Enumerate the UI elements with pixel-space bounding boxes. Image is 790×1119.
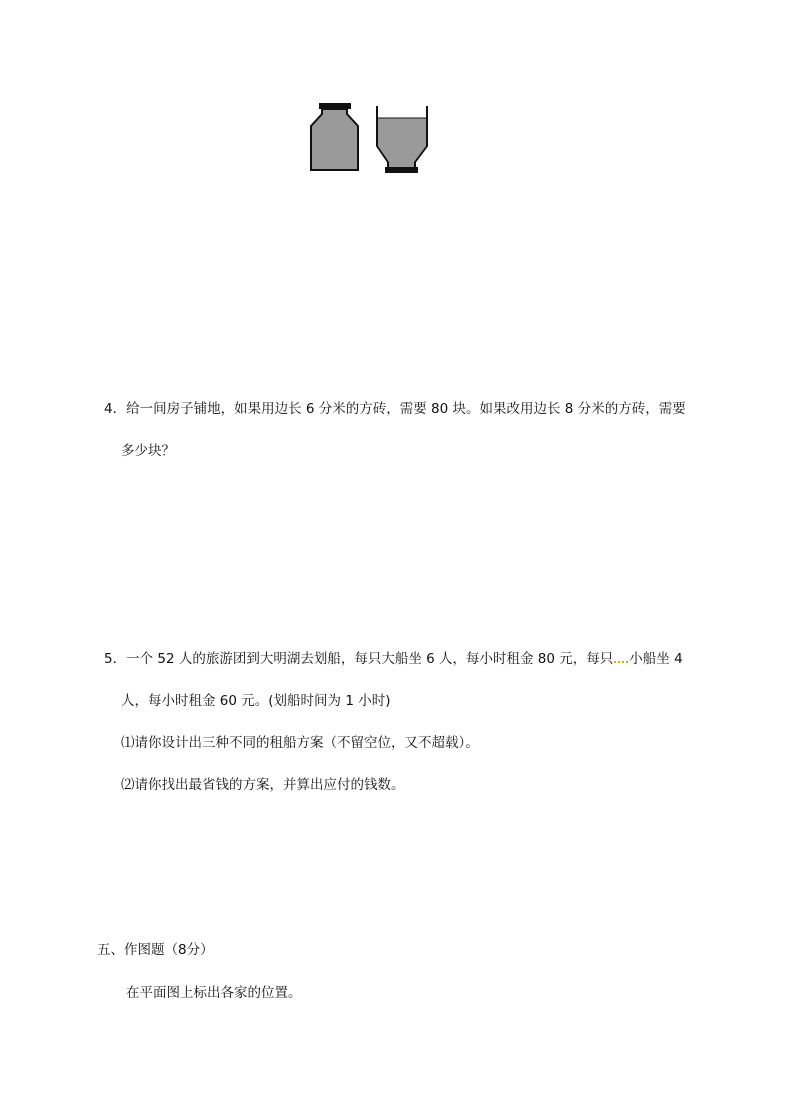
inverted-bottle-cap xyxy=(385,167,418,173)
problem-5-line-2: 人，每小时租金 60 元。(划船时间为 1 小时) xyxy=(121,693,391,709)
problem-5-line-1-start: 5．一个 52 人的旅游团到大明湖去划船，每只大船坐 6 人，每小时租金 80 元，每只 xyxy=(104,651,614,667)
problem-4-line-2: 多少块？ xyxy=(121,443,175,459)
problem-5-line-1-end: 小船坐 4 xyxy=(629,651,683,667)
problem-4-line-1: 4．给一间房子铺地，如果用边长 6 分米的方砖，需要 80 块。如果改用边长 8 分米的方砖，需要 xyxy=(104,401,686,417)
two-containers-figure xyxy=(300,96,440,180)
section-5-instruction: 在平面图上标出各家的位置。 xyxy=(126,985,302,1001)
bottle-liquid xyxy=(311,109,358,170)
problem-5-subquestion-1: ⑴请你设计出三种不同的租船方案（不留空位，又不超载）。 xyxy=(121,735,479,751)
section-5-heading: 五、作图题（8分） xyxy=(97,942,214,958)
bottle-left xyxy=(311,103,358,170)
problem-5-line-1 xyxy=(104,650,683,668)
bottle-inverted xyxy=(377,106,427,173)
problem-5-subquestion-2: ⑵请你找出最省钱的方案，并算出应付的钱数。 xyxy=(121,777,405,793)
highlight-mark xyxy=(614,651,628,663)
